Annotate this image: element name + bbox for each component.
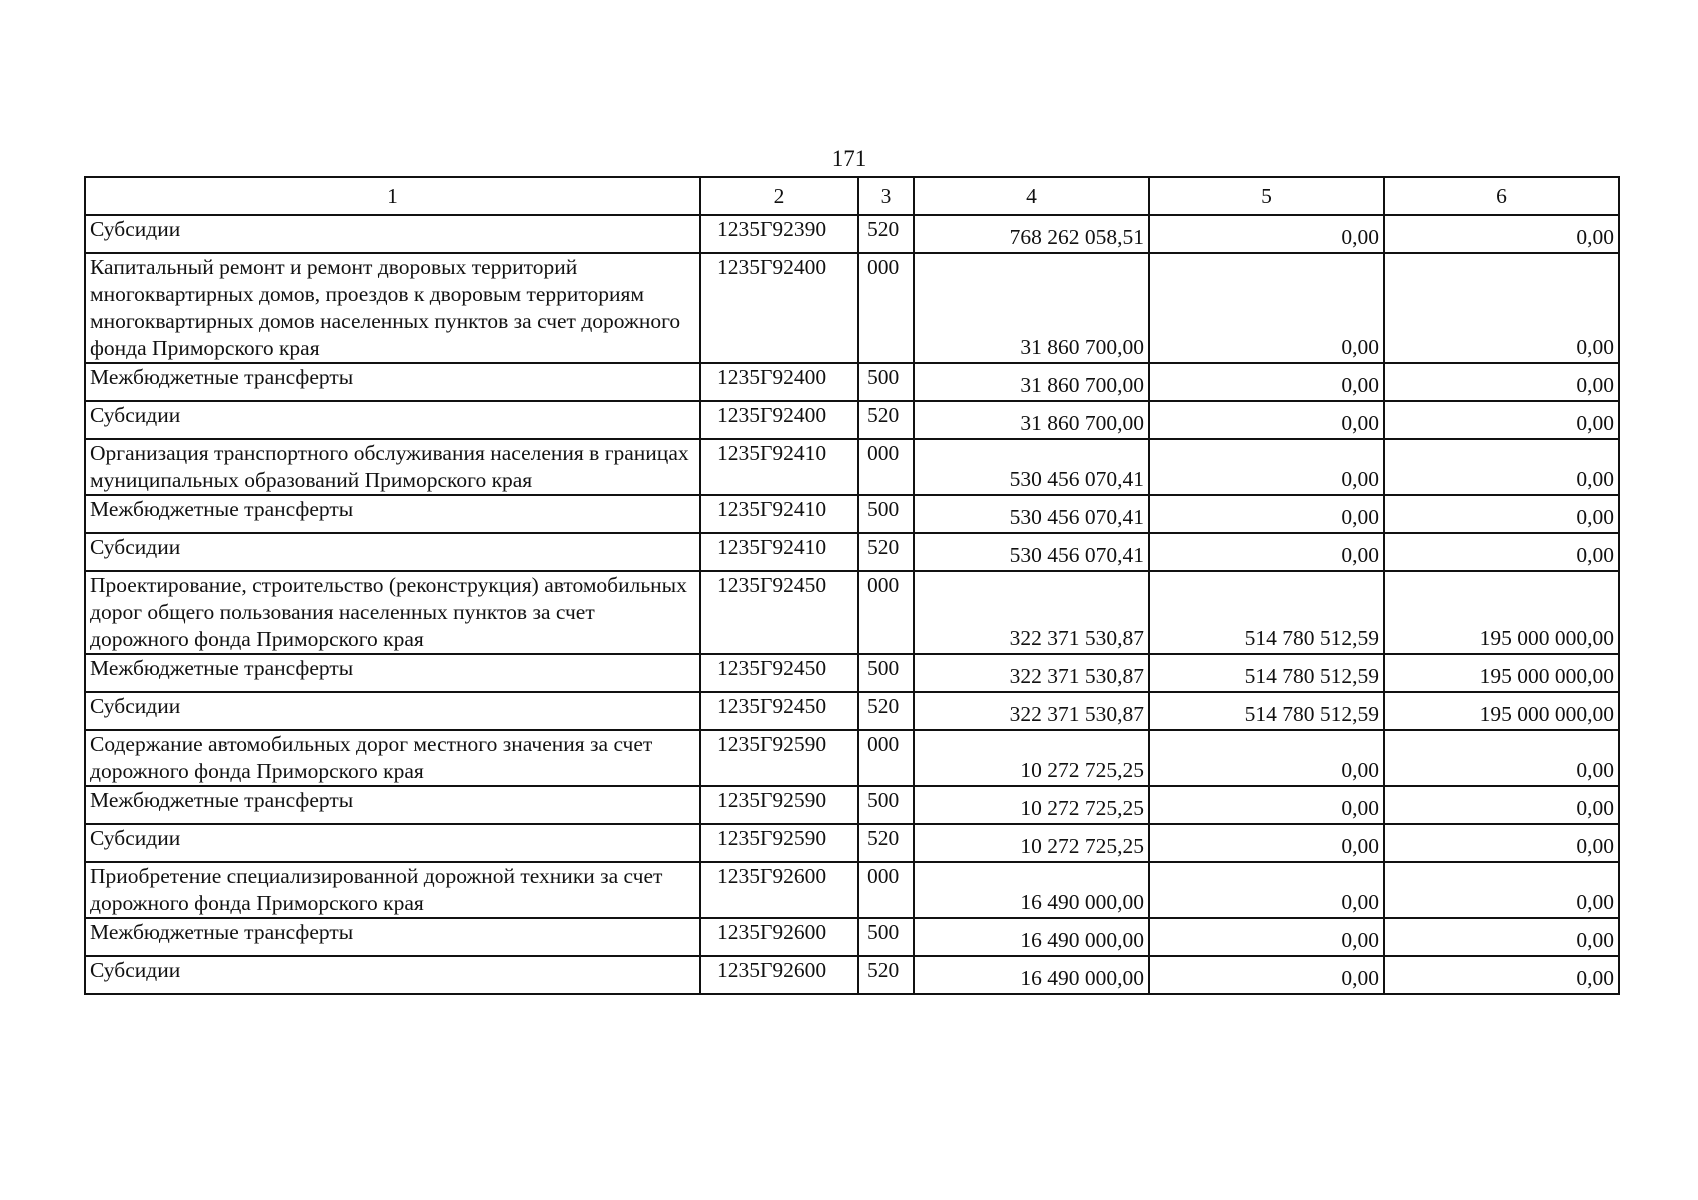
row-type: 000 xyxy=(858,862,914,918)
row-code: 1235Г92410 xyxy=(700,439,858,495)
row-type: 520 xyxy=(858,824,914,862)
table-row xyxy=(85,363,1619,401)
table-row xyxy=(85,439,1619,495)
row-amount-6: 0,00 xyxy=(1384,363,1619,401)
row-amount-6: 0,00 xyxy=(1384,439,1619,495)
row-amount-5: 0,00 xyxy=(1149,439,1384,495)
row-amount-4: 16 490 000,00 xyxy=(914,956,1149,994)
row-code: 1235Г92600 xyxy=(700,862,858,918)
row-type: 500 xyxy=(858,786,914,824)
row-amount-5: 0,00 xyxy=(1149,956,1384,994)
table-row xyxy=(85,730,1619,786)
row-amount-4: 530 456 070,41 xyxy=(914,439,1149,495)
table-row xyxy=(85,654,1619,692)
row-amount-4: 31 860 700,00 xyxy=(914,401,1149,439)
row-type: 500 xyxy=(858,495,914,533)
column-header: 2 xyxy=(700,177,858,215)
row-code: 1235Г92590 xyxy=(700,730,858,786)
row-name: Субсидии xyxy=(85,956,700,994)
row-type: 000 xyxy=(858,730,914,786)
row-amount-4: 31 860 700,00 xyxy=(914,363,1149,401)
column-header: 4 xyxy=(914,177,1149,215)
row-name: Приобретение специализированной дорожной техники за счет дорожного фонда Приморского края xyxy=(85,862,700,918)
row-type: 000 xyxy=(858,439,914,495)
row-amount-4: 10 272 725,25 xyxy=(914,730,1149,786)
row-amount-6: 0,00 xyxy=(1384,918,1619,956)
row-type: 520 xyxy=(858,956,914,994)
row-amount-5: 0,00 xyxy=(1149,862,1384,918)
row-code: 1235Г92600 xyxy=(700,956,858,994)
row-name: Капитальный ремонт и ремонт дворовых территорий многоквартирных домов, проездов к дворовым территориям многоквартирных домов населенных пунктов за счет дорожного фонда Приморского края xyxy=(85,253,700,363)
row-amount-4: 10 272 725,25 xyxy=(914,824,1149,862)
table-row xyxy=(85,571,1619,654)
row-name: Межбюджетные трансферты xyxy=(85,654,700,692)
row-amount-4: 16 490 000,00 xyxy=(914,862,1149,918)
row-amount-5: 0,00 xyxy=(1149,215,1384,253)
row-name: Субсидии xyxy=(85,215,700,253)
row-amount-6: 0,00 xyxy=(1384,215,1619,253)
row-type: 520 xyxy=(858,692,914,730)
row-name: Субсидии xyxy=(85,692,700,730)
row-type: 500 xyxy=(858,654,914,692)
row-amount-4: 322 371 530,87 xyxy=(914,571,1149,654)
page-number: 171 xyxy=(831,146,867,171)
row-code: 1235Г92410 xyxy=(700,495,858,533)
row-code: 1235Г92400 xyxy=(700,253,858,363)
table-row xyxy=(85,215,1619,253)
table-row xyxy=(85,824,1619,862)
row-code: 1235Г92600 xyxy=(700,918,858,956)
column-header: 3 xyxy=(858,177,914,215)
row-amount-6: 195 000 000,00 xyxy=(1384,571,1619,654)
row-amount-6: 0,00 xyxy=(1384,824,1619,862)
row-name: Субсидии xyxy=(85,401,700,439)
table-row xyxy=(85,956,1619,994)
row-name: Межбюджетные трансферты xyxy=(85,918,700,956)
row-amount-4: 322 371 530,87 xyxy=(914,692,1149,730)
row-amount-6: 0,00 xyxy=(1384,253,1619,363)
row-amount-4: 16 490 000,00 xyxy=(914,918,1149,956)
row-amount-6: 195 000 000,00 xyxy=(1384,654,1619,692)
row-amount-5: 514 780 512,59 xyxy=(1149,654,1384,692)
row-amount-5: 0,00 xyxy=(1149,918,1384,956)
row-amount-5: 514 780 512,59 xyxy=(1149,692,1384,730)
row-code: 1235Г92450 xyxy=(700,654,858,692)
row-type: 000 xyxy=(858,571,914,654)
table-row xyxy=(85,495,1619,533)
row-name: Субсидии xyxy=(85,533,700,571)
row-amount-6: 0,00 xyxy=(1384,956,1619,994)
table-header-row xyxy=(85,177,1619,215)
row-amount-5: 0,00 xyxy=(1149,253,1384,363)
row-code: 1235Г92590 xyxy=(700,824,858,862)
row-code: 1235Г92400 xyxy=(700,363,858,401)
row-amount-6: 0,00 xyxy=(1384,862,1619,918)
row-code: 1235Г92410 xyxy=(700,533,858,571)
table-row xyxy=(85,253,1619,363)
row-name: Межбюджетные трансферты xyxy=(85,363,700,401)
row-code: 1235Г92450 xyxy=(700,571,858,654)
row-name: Проектирование, строительство (реконструкция) автомобильных дорог общего пользования населенных пунктов за счет дорожного фонда Приморского края xyxy=(85,571,700,654)
row-amount-5: 0,00 xyxy=(1149,363,1384,401)
row-amount-4: 10 272 725,25 xyxy=(914,786,1149,824)
row-amount-4: 768 262 058,51 xyxy=(914,215,1149,253)
row-code: 1235Г92400 xyxy=(700,401,858,439)
row-name: Организация транспортного обслуживания населения в границах муниципальных образований Приморского края xyxy=(85,439,700,495)
row-code: 1235Г92390 xyxy=(700,215,858,253)
row-amount-4: 530 456 070,41 xyxy=(914,495,1149,533)
row-amount-6: 0,00 xyxy=(1384,495,1619,533)
row-amount-5: 0,00 xyxy=(1149,533,1384,571)
row-name: Межбюджетные трансферты xyxy=(85,786,700,824)
row-amount-4: 530 456 070,41 xyxy=(914,533,1149,571)
table-row xyxy=(85,533,1619,571)
row-type: 520 xyxy=(858,215,914,253)
row-amount-4: 31 860 700,00 xyxy=(914,253,1149,363)
row-name: Субсидии xyxy=(85,824,700,862)
column-header: 5 xyxy=(1149,177,1384,215)
row-amount-6: 0,00 xyxy=(1384,786,1619,824)
row-amount-5: 0,00 xyxy=(1149,824,1384,862)
row-amount-5: 514 780 512,59 xyxy=(1149,571,1384,654)
table-row xyxy=(85,918,1619,956)
row-type: 520 xyxy=(858,533,914,571)
row-amount-5: 0,00 xyxy=(1149,495,1384,533)
table-row xyxy=(85,401,1619,439)
row-type: 520 xyxy=(858,401,914,439)
row-amount-4: 322 371 530,87 xyxy=(914,654,1149,692)
table-row xyxy=(85,786,1619,824)
row-type: 500 xyxy=(858,918,914,956)
row-amount-6: 195 000 000,00 xyxy=(1384,692,1619,730)
row-code: 1235Г92450 xyxy=(700,692,858,730)
column-header: 6 xyxy=(1384,177,1619,215)
row-name: Межбюджетные трансферты xyxy=(85,495,700,533)
budget-table xyxy=(84,176,1620,995)
row-amount-5: 0,00 xyxy=(1149,401,1384,439)
table-row xyxy=(85,862,1619,918)
row-amount-5: 0,00 xyxy=(1149,786,1384,824)
column-header: 1 xyxy=(85,177,700,215)
row-amount-5: 0,00 xyxy=(1149,730,1384,786)
row-name: Содержание автомобильных дорог местного значения за счет дорожного фонда Приморского края xyxy=(85,730,700,786)
row-type: 000 xyxy=(858,253,914,363)
row-code: 1235Г92590 xyxy=(700,786,858,824)
row-amount-6: 0,00 xyxy=(1384,401,1619,439)
row-amount-6: 0,00 xyxy=(1384,730,1619,786)
row-type: 500 xyxy=(858,363,914,401)
table-row xyxy=(85,692,1619,730)
row-amount-6: 0,00 xyxy=(1384,533,1619,571)
